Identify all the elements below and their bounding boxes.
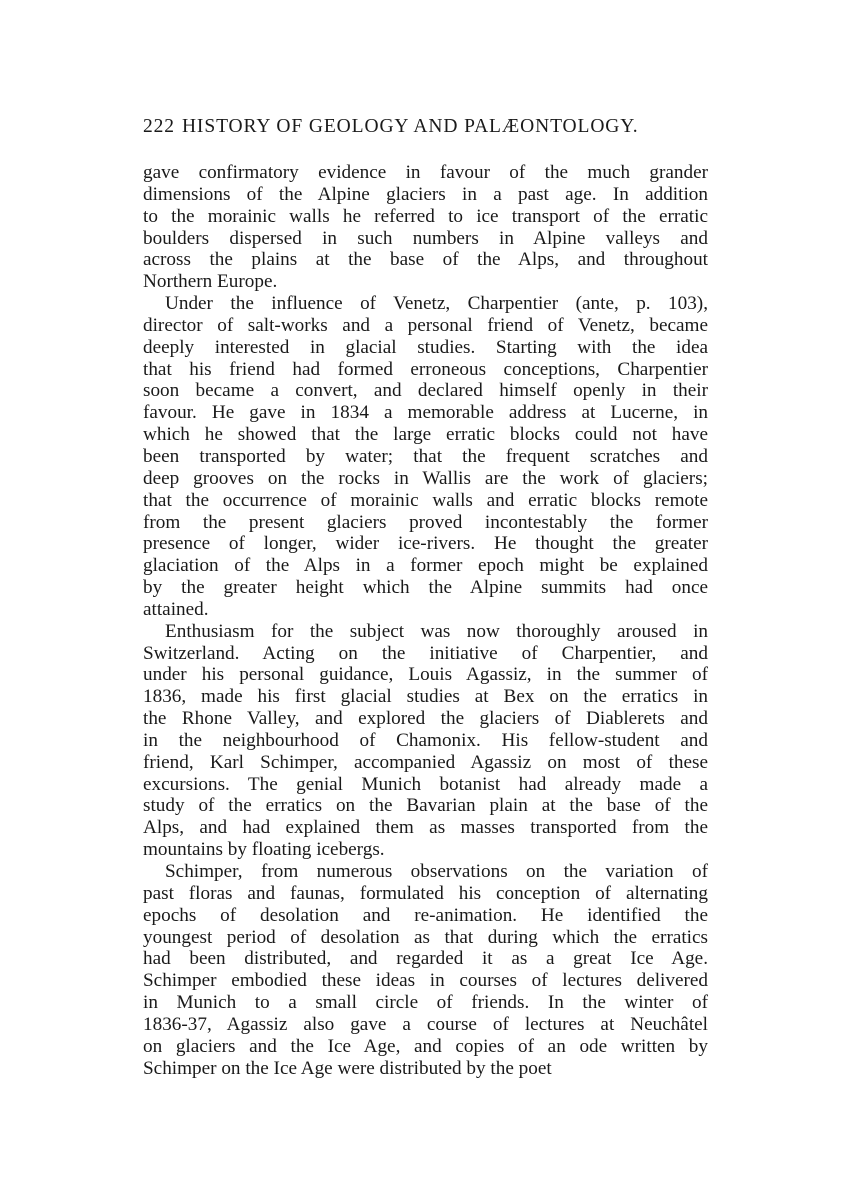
text-line: director of salt-works and a personal friend of Venetz, became [143, 314, 708, 336]
text-line: under his personal guidance, Louis Agassiz, in the summer of [143, 664, 708, 686]
text-line: presence of longer, wider ice-rivers. He thought the greater [143, 533, 708, 555]
text-line: that his friend had formed erroneous conceptions, Charpentier [143, 358, 708, 380]
text-line: that the occurrence of morainic walls and erratic blocks remote [143, 489, 708, 511]
text-line: 1836-37, Agassiz also gave a course of lectures at Neuchâtel [143, 1013, 708, 1035]
running-header [143, 116, 708, 138]
text-line: in Munich to a small circle of friends. In the winter of [143, 992, 708, 1014]
text-line: Schimper embodied these ideas in courses of lectures delivered [143, 970, 708, 992]
text-line: Enthusiasm for the subject was now thoroughly aroused in [165, 620, 708, 642]
text-line: from the present glaciers proved incontestably the former [143, 511, 708, 533]
text-line: Schimper on the Ice Age were distributed by the poet [143, 1057, 552, 1079]
page-number: 222 [143, 116, 175, 137]
text-line: been transported by water; that the frequent scratches and [143, 445, 708, 467]
text-line: friend, Karl Schimper, accompanied Agassiz on most of these [143, 751, 708, 773]
text-line: boulders dispersed in such numbers in Alpine valleys and [143, 227, 708, 249]
paragraph [143, 293, 708, 621]
text-line: Under the influence of Venetz, Charpentier (ante, p. 103), [165, 293, 708, 315]
text-line: past floras and faunas, formulated his conception of alternating [143, 882, 708, 904]
text-line: across the plains at the base of the Alps, and throughout [143, 249, 708, 271]
text-line: 1836, made his first glacial studies at Bex on the erratics in [143, 686, 708, 708]
text-line: to the morainic walls he referred to ice transport of the erratic [143, 205, 708, 227]
paragraph [143, 861, 708, 1079]
text-line: favour. He gave in 1834 a memorable address at Lucerne, in [143, 402, 708, 424]
text-line: soon became a convert, and declared himself openly in their [143, 380, 708, 402]
text-line: excursions. The genial Munich botanist had already made a [143, 773, 708, 795]
text-line: by the greater height which the Alpine summits had once [143, 577, 708, 599]
body-text [143, 162, 708, 1079]
text-line: had been distributed, and regarded it as a great Ice Age. [143, 948, 708, 970]
text-line: dimensions of the Alpine glaciers in a past age. In addition [143, 183, 708, 205]
running-title: HISTORY OF GEOLOGY AND PALÆONTOLOGY. [181, 116, 639, 137]
text-line: Northern Europe. [143, 271, 278, 293]
text-line: Schimper, from numerous observations on the variation of [165, 861, 708, 882]
text-line: gave confirmatory evidence in favour of the much grander [143, 162, 708, 183]
text-line: which he showed that the large erratic blocks could not have [143, 424, 708, 446]
text-line: epochs of desolation and re-animation. He identified the [143, 904, 708, 926]
text-line: mountains by floating icebergs. [143, 839, 385, 861]
text-line: Alps, and had explained them as masses transported from the [143, 817, 708, 839]
paragraph [143, 621, 708, 861]
text-line: Switzerland. Acting on the initiative of Charpentier, and [143, 642, 708, 664]
paragraph [143, 162, 708, 293]
text-line: the Rhone Valley, and explored the glaciers of Diablerets and [143, 708, 708, 730]
text-line: on glaciers and the Ice Age, and copies of an ode written by [143, 1035, 708, 1057]
text-line: study of the erratics on the Bavarian plain at the base of the [143, 795, 708, 817]
text-line: deep grooves on the rocks in Wallis are the work of glaciers; [143, 467, 708, 489]
text-line: deeply interested in glacial studies. Starting with the idea [143, 336, 708, 358]
text-line: in the neighbourhood of Chamonix. His fellow-student and [143, 729, 708, 751]
text-line: attained. [143, 598, 209, 620]
text-line: youngest period of desolation as that during which the erratics [143, 926, 708, 948]
text-line: glaciation of the Alps in a former epoch might be explained [143, 555, 708, 577]
